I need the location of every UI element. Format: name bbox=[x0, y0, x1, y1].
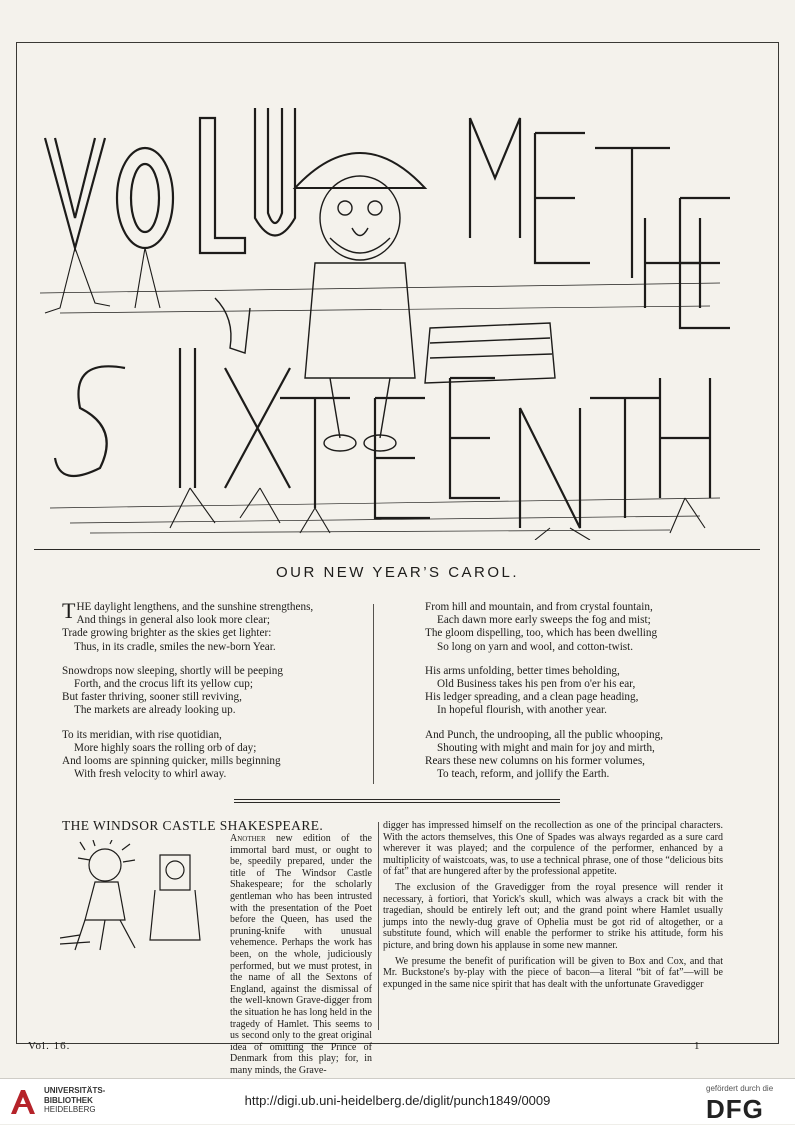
poem-line: And things in general also look more clear; bbox=[76, 614, 271, 627]
rule-between-sections-2 bbox=[234, 802, 560, 803]
poem-line: Each dawn more early sweeps the fog and mist; bbox=[437, 614, 651, 627]
poem-line: To its meridian, with rise quotidian, bbox=[62, 728, 222, 741]
uni-line-1: UNIVERSITÄTS- bbox=[44, 1086, 106, 1095]
stanza-right-2 bbox=[425, 665, 663, 718]
article-left-text bbox=[60, 833, 372, 1080]
uni-line-2: BIBLIOTHEK bbox=[44, 1095, 93, 1105]
uni-line-3: HEIDELBERG bbox=[44, 1105, 96, 1114]
poem-line: With fresh velocity to whirl away. bbox=[74, 768, 227, 781]
article-column-divider bbox=[378, 822, 379, 1030]
poem-line: More highly soars the rolling orb of day; bbox=[74, 741, 257, 754]
volume-label: Vol. 16. bbox=[28, 1040, 71, 1052]
poem-line: His arms unfolding, better times beholding, bbox=[425, 664, 620, 677]
dropcap: T bbox=[62, 598, 76, 623]
permalink-url[interactable]: http://digi.ub.uni-heidelberg.de/diglit/punch1849/0009 bbox=[244, 1093, 551, 1108]
poem-line: HE daylight lengthens, and the sunshine strengthens, bbox=[76, 601, 314, 613]
poem-line: In hopeful flourish, with another year. bbox=[437, 704, 607, 717]
stanza-left-2 bbox=[62, 665, 299, 718]
carol-column-divider bbox=[373, 604, 374, 784]
poem-line: And Punch, the undrooping, all the public whooping, bbox=[425, 728, 664, 741]
poem-line: His ledger spreading, and a clean page heading, bbox=[425, 691, 639, 704]
poem-line: Shouting with might and main for joy and mirth, bbox=[437, 741, 655, 754]
stanza-right-1 bbox=[425, 601, 663, 654]
article-paragraph: We presume the benefit of purification will be given to Box and Cox, and that Mr. Buckstone's by-play with the piece of bacon—a literal “bit of fat”—will be expunged in the same nice spirit that has dealt with the unfortunate Gravedigger bbox=[383, 955, 723, 990]
poem-line: The markets are already looking up. bbox=[74, 704, 236, 717]
poem-line: Old Business takes his pen from o'er his ear, bbox=[437, 678, 636, 691]
poem-line: And looms are spinning quicker, mills beginning bbox=[62, 755, 281, 768]
article-paragraph: digger has impressed himself on the recollection as one of the principal characters. With the actors themselves, this One of Spades was always regarded as a sure card wherever it was played; and the corpulence of the performer, enhanced by a multiplicity of waistcoats, was, to use a technical phrase, one of those “delicious bits of fat” that are hungered after by the professional appetite. bbox=[383, 820, 723, 878]
ground-hatching bbox=[40, 283, 720, 533]
poem-line: The gloom dispelling, too, which has been dwelling bbox=[425, 627, 658, 640]
article-right-text bbox=[383, 820, 723, 994]
punch-figure bbox=[215, 153, 555, 451]
poem-line: Snowdrops now sleeping, shortly will be peeping bbox=[62, 664, 283, 677]
letters-volume bbox=[45, 108, 590, 263]
rule-between-sections bbox=[234, 799, 560, 800]
stanza-left-3 bbox=[62, 729, 299, 782]
carol-right-column bbox=[425, 601, 663, 792]
poem-line: Trade growing brighter as the skies get lighter: bbox=[62, 627, 272, 640]
stanza-right-3 bbox=[425, 729, 663, 782]
letters-the bbox=[595, 148, 730, 328]
poem-line: Rears these new columns on his former volumes, bbox=[425, 755, 645, 768]
poem-line: But faster thriving, sooner still reviving, bbox=[62, 691, 242, 704]
poem-line: From hill and mountain, and from crystal fountain, bbox=[425, 601, 653, 613]
poem-line: To teach, reform, and jollify the Earth. bbox=[437, 768, 610, 781]
stanza-left-1 bbox=[62, 598, 314, 654]
article-lead-paragraph bbox=[230, 833, 372, 1076]
poem-line: Forth, and the crocus lift its yellow cup; bbox=[74, 678, 253, 691]
article-paragraph: The exclusion of the Gravedigger from the royal presence will render it necessary, à fortiori, that Yorick's skull, which was always a crack bit with the tragedian, should be entirely left out; and the grand point where Hamlet usually jumps into the newly-dug grave of Ophelia must be got rid of altogether, or a substitute found, which will enable the performer to strike his attitude, form his picture, and bring down his applause in some new manner. bbox=[383, 881, 723, 951]
lead-smallcaps: Another bbox=[230, 833, 266, 844]
page-number: 1 bbox=[694, 1040, 700, 1052]
letters-sixteenth bbox=[55, 348, 710, 528]
dfg-logo[interactable]: DFG bbox=[706, 1094, 764, 1124]
funded-by-label: gefördert durch die bbox=[706, 1084, 774, 1093]
poem-line: So long on yarn and wool, and cotton-twist. bbox=[437, 640, 634, 653]
rule-under-illustration bbox=[34, 549, 760, 550]
volume-sixteenth-illustration bbox=[30, 78, 730, 540]
carol-title: OUR NEW YEAR’S CAROL. bbox=[275, 564, 520, 581]
poem-line: Thus, in its cradle, smiles the new-born Year. bbox=[74, 640, 276, 653]
lead-text: new edition of the immortal bard must, or ought to be, speedily prepared, under the title of The Windsor Castle Shakespeare; for the scholarly gentleman who has been intrusted with the presentation of the Poet before the Queen, has used the pruning-knife with unusual vehemence. Perhaps the work has been, on the whole, judiciously performed, but we must protest, in the name of all the Sextons of England, against the dismissal of the well-known Grave-digger from the situation he has long held in the tragedy of Hamlet. This seems to us second only to the great original idea of omitting the Prince of Denmark from this play; for, in many minds, the Grave- bbox=[230, 833, 372, 1076]
article-title: THE WINDSOR CASTLE SHAKESPEARE. bbox=[62, 818, 324, 833]
carol-left-column bbox=[62, 598, 314, 792]
